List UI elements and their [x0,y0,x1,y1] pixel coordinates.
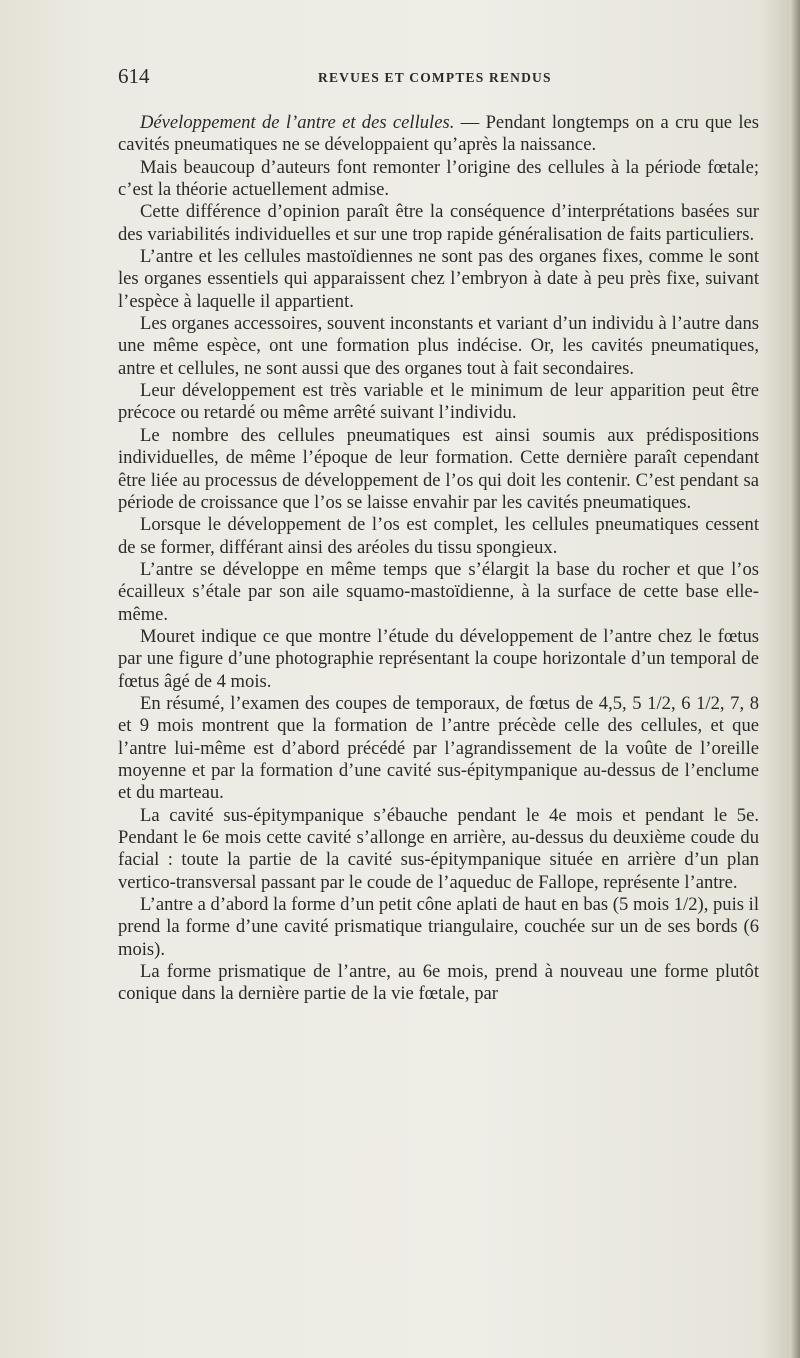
paragraph: Mouret indique ce que montre l’étude du développement de l’antre chez le fœtus par une figure d’une photographie représentant la coupe horizontale d’un temporal de fœtus âgé de 4 mois. [118,625,759,692]
paragraph: Les organes accessoires, souvent inconstants et variant d’un individu à l’autre dans une même espèce, ont une formation plus indécise. Or, les cavités pneumatiques, antre et cellules, ne sont aussi que des organes tout à fait secondaires. [118,313,759,379]
paragraph: En résumé, l’examen des coupes de temporaux, de fœtus de 4,5, 5 1/2, 6 1/2, 7, 8 et 9 mois montrent que la formation de l’antre précède celle des cellules, et que l’antre lui-même est d’abord précédé par l’agrandissement de la voûte de l’oreille moyenne et par la formation d’une cavité sus-épitympanique au-dessus de l’enclume et du marteau. [118,692,759,804]
paragraph: Cette différence d’opinion paraît être la conséquence d’interprétations basées sur des variabilités individuelles et sur une trop rapide généralisation de faits particuliers. [118,201,759,245]
paragraph: Leur développement est très variable et le minimum de leur apparition peut être précoce ou retardé ou même arrêté suivant l’individu. [118,380,759,424]
paragraph: L’antre et les cellules mastoïdiennes ne sont pas des organes fixes, comme le sont les organes essentiels qui apparaissent chez l’embryon à date à peu près fixe, suivant l’espèce à laquelle il appartient. [118,246,759,312]
paragraph: La forme prismatique de l’antre, au 6e mois, prend à nouveau une forme plutôt conique dans la dernière partie de la vie fœtale, par [118,961,759,1005]
paragraph: Le nombre des cellules pneumatiques est ainsi soumis aux prédispositions individuelles, de même l’époque de leur formation. Cette dernière paraît cependant être liée au processus de développement de l’os qui doit les contenir. C’est pendant sa période de croissance que l’os se laisse envahir par les cavités pneumatiques. [118,424,759,513]
paragraph: L’antre a d’abord la forme d’un petit cône aplati de haut en bas (5 mois 1/2), puis il prend la forme d’une cavité prismatique triangulaire, couchée sur un de ses bords (6 mois). [118,894,759,960]
paragraph: La cavité sus-épitympanique s’ébauche pendant le 4e mois et pendant le 5e. Pendant le 6e mois cette cavité s’allonge en arrière, au-dessus du deuxième coude du facial : toute la partie de la cavité sus-épitympanique située en arrière d’un plan vertico-transversal passant par le coude de l’aqueduc de Fallope, représente l’antre. [118,804,759,893]
paragraph: Mais beaucoup d’auteurs font remonter l’origine des cellules à la période fœtale; c’est la théorie actuellement admise. [118,156,759,201]
paragraph-lead-text: — Pendant longtemps on a cru que les cavités pneumatiques ne se développaient qu’après la naissance. [118,112,759,156]
running-head: REVUES ET COMPTES RENDUS [318,70,552,85]
paragraph: Lorsque le développement de l’os est complet, les cellules pneumatiques cessent de se former, différant ainsi des aréoles du tissu spongieux. [118,514,759,558]
page-edge [790,0,800,1358]
paragraph: L’antre se développe en même temps que s’élargit la base du rocher et que l’os écailleux s’étale par son aile squamo-mastoïdienne, à la surface de cette base elle-même. [118,558,759,625]
section-title: Développement de l’antre et des cellules. [140,112,455,133]
page-number: 614 [118,64,150,88]
page-header [118,64,758,90]
paragraph-lead [118,112,759,157]
body-text [118,112,759,1006]
